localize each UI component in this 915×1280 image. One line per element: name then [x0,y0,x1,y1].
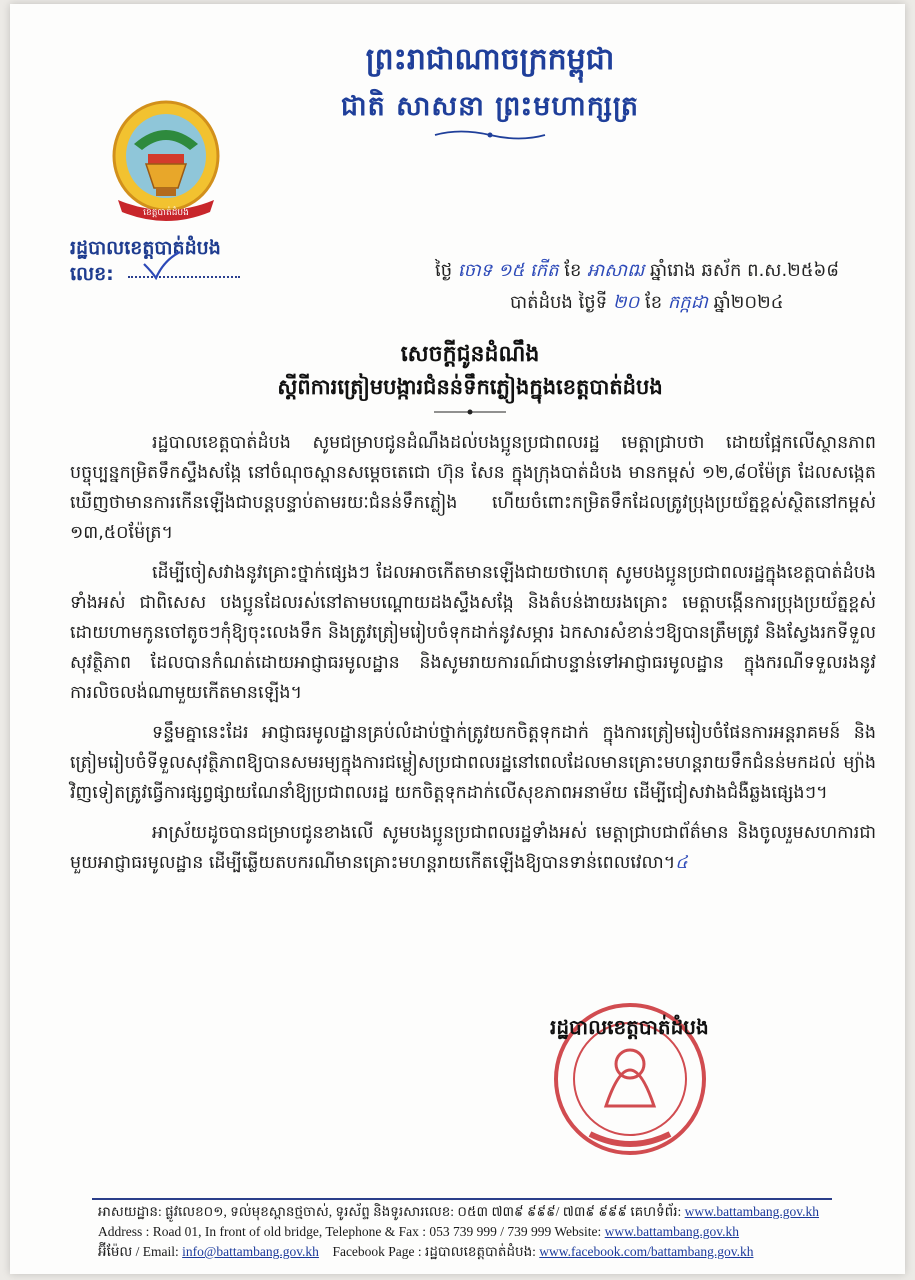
reference-label: លេខ: [70,263,114,285]
paragraph-1: រដ្ឋបាលខេត្តបាត់ដំបង សូមជម្រាបជូនដំណឹងដល់បងប្អូនប្រជាពលរដ្ឋ មេត្តាជ្រាបថា ដោយផ្អែកលើស្ថានភាពបច្ចុប្បន្នកម្រិតទឹកស្ទឹងសង្កែ នៅចំណុចស្ពានសម្តេចតេជោ ហ៊ុន សែន ក្នុងក្រុងបាត់ដំបង មានកម្ពស់ ១២,៨០ម៉ែត្រ ដែលសង្កេតឃើញថាមានការកើនឡើងជាបន្តបន្ទាប់តាមរយៈជំនន់ទឹកភ្លៀង ហើយចំពោះកម្រិតទឹកដែលត្រូវប្រុងប្រយ័ត្នខ្ពស់ស្ថិតនៅកម្ពស់ ១៣,៥០ម៉ែត្រ។ [70,433,876,543]
ornament-icon [430,128,550,142]
paragraph-4: អាស្រ័យដូចបានជម្រាបជូនខាងលើ សូមបងប្អូនប្រជាពលរដ្ឋទាំងអស់ មេត្តាជ្រាបជាព័ត៌មាន និងចូលរួមសហការជាមួយអាជ្ញាធរមូលដ្ឋាន ដើម្បីឆ្លើយតបករណីមានគ្រោះមហន្តរាយកើតឡើងឱ្យបានទាន់ពេលវេលា។៤ [70,823,876,873]
facebook-link[interactable]: www.facebook.com/battambang.gov.kh [539,1244,754,1259]
paragraph-3: ទន្ទឹមគ្នានេះដែរ អាជ្ញាធរមូលដ្ឋានគ្រប់លំដាប់ថ្នាក់ត្រូវយកចិត្តទុកដាក់ ក្នុងការត្រៀមរៀបចំផែនការអន្តរាគមន៍ និងត្រៀមរៀបចំទីទួលសុវត្ថិភាពឱ្យបានសមរម្យក្នុងការជម្លៀសប្រជាពលរដ្ឋនៅពេលដែលមានគ្រោះមហន្តរាយទឹកជំនន់មកដល់ ម្យ៉ាងវិញទៀតត្រូវធ្វើការផ្សព្វផ្សាយណែនាំឱ្យប្រជាពលរដ្ឋ យកចិត្តទុកដាក់លើសុខភាពអនាម័យ ដើម្បីជៀសវាងជំងឺឆ្លងផ្សេងៗ។ [70,723,876,803]
title-divider [430,408,510,416]
website-link-km[interactable]: www.battambang.gov.kh [684,1204,819,1219]
solar-month-handwritten: កក្កដា [667,292,708,313]
footer [98,1202,834,1262]
solar-day-handwritten: ២០ [612,292,640,313]
kingdom-heading: ព្រះរាជាណាចក្រកម្ពុជា [365,42,615,77]
footer-english-address: Address : Road 01, In front of old bridge, Telephone & Fax : 053 739 999 / 739 999 Website: www.battambang.gov.kh [98,1224,740,1239]
checkmark-icon [140,250,182,280]
emblem-caption: ខេត្តបាត់ដំបង [143,208,189,218]
paragraph-2: ដើម្បីចៀសវាងនូវគ្រោះថ្នាក់ផ្សេងៗ ដែលអាចកើតមានឡើងជាយថាហេតុ សូមបងប្អូនប្រជាពលរដ្ឋក្នុងខេត្តបាត់ដំបងទាំងអស់ ជាពិសេស បងប្អូនដែលរស់នៅតាមបណ្តោយដងស្ទឹងសង្កែ និងតំបន់ងាយរងគ្រោះ មេត្តាបង្កើនការប្រុងប្រយ័ត្នខ្ពស់ ដោយហាមកូនចៅតូចៗកុំឱ្យចុះលេងទឹក និងត្រូវត្រៀមរៀបចំទុកដាក់នូវសម្ភារ ឯកសារសំខាន់ៗឱ្យបានត្រឹមត្រូវ និងស្វែងរកទីទួលសុវត្ថិភាព ដែលបានកំណត់ដោយអាជ្ញាធរមូលដ្ឋាន និងសូមរាយការណ៍ជាបន្ទាន់ទៅអាជ្ញាធរមូលដ្ឋាន ក្នុងករណីទទួលរងនូវការលិចលង់ណាមួយកើតមានឡើង។ [70,563,876,703]
document-page [10,4,905,1274]
national-motto: ជាតិ សាសនា ព្រះមហាក្សត្រ [340,91,640,122]
lunar-day-handwritten: ចោទ ១៥ កើត [457,260,559,281]
website-link-en[interactable]: www.battambang.gov.kh [604,1224,740,1239]
footer-khmer-address: អាសយដ្ឋាន: ផ្លូវលេខ០១, ទល់មុខស្ពានថ្មចាស់, ទូរស័ព្ទ និងទូរសារលេខ: ០៥៣ ៧៣៩ ៩៩៩/ ៧៣៩ ៩៩៩ គេហទំព័រ: www.battambang.gov.kh [98,1204,819,1219]
document-subtitle: ស្តីពីការត្រៀមបង្ការជំនន់ទឹកភ្លៀងក្នុងខេត្តបាត់ដំបង [277,375,663,399]
document-body [70,428,876,888]
signoff: រដ្ឋបាលខេត្តបាត់ដំបង [550,1015,709,1039]
email-link[interactable]: info@battambang.gov.kh [182,1244,319,1259]
lunar-date: ថ្ងៃ ចោទ ១៥ កើត ខែ អាសាឍ ឆ្នាំរោង ឆស័ក ព.ស.២៥៦៨ [435,260,840,281]
footer-rule [92,1198,832,1200]
solar-date: បាត់ដំបង ថ្ងៃទី ២០ ខែ កក្កដា ឆ្នាំ២០២៤ [510,292,784,313]
lunar-month-handwritten: អាសាឍ [587,260,645,281]
provincial-emblem-icon [104,96,228,226]
closing-mark: ៤ [675,853,688,873]
sender-name: រដ្ឋបាលខេត្តបាត់ដំបង [70,237,221,259]
document-title: សេចក្តីជូនដំណឹង [400,342,540,367]
footer-contacts: អ៊ីម៉ែល / Email: info@battambang.gov.kh Facebook Page : រដ្ឋបាលខេត្តបាត់ដំបង: www.facebook.com/battambang.gov.kh [98,1244,754,1259]
